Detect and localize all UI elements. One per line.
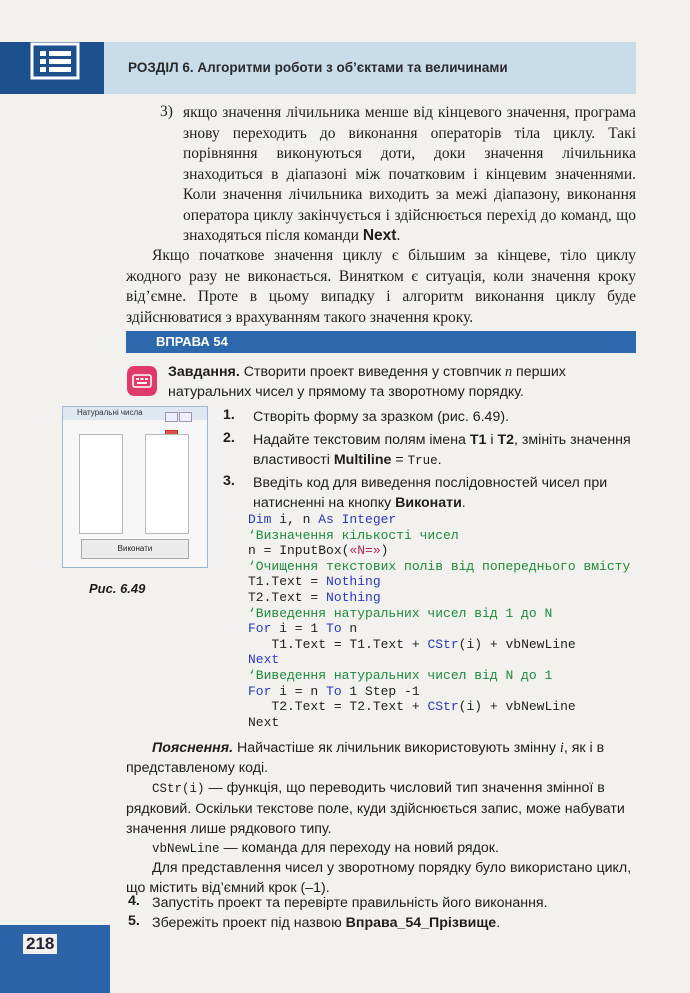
- document-list-icon: [30, 42, 80, 80]
- explanation-paragraph: Пояснення. Найчастіше як лічильник використовують змінну i, як і в представленому коді.: [126, 740, 605, 776]
- list-number: 3): [160, 103, 173, 120]
- list-item-text: якщо значення лічильника менше від кінцевого значення, програма знову переходить до виконання операторів тіла циклу. Такі порівняння виконуються доти, доки значення лічильника знаходиться в діапазоні між початковим і кінцевим значеннями. Коли значення лічильника виходить за межі діапазону, виконання оператора циклу закінчується і здійснюється перехід до команд, що знаходяться після команди Next.: [183, 104, 636, 244]
- task-text: Завдання. Створити проект виведення у стовпчик n перших натуральних чисел у прямому та зворотному порядку.: [168, 364, 566, 400]
- step-number: 1.: [223, 407, 235, 423]
- explanation-paragraph: vbNewLine — команда для переходу на новий рядок.: [152, 840, 499, 856]
- step-number: 5.: [128, 913, 140, 929]
- step-number: 3.: [223, 473, 235, 489]
- page-number: 218: [23, 934, 57, 954]
- explanation-paragraph: Для представлення чисел у зворотному порядку було використано цикл, що містить від’ємний крок (–1).: [126, 860, 632, 896]
- code-line: n = InputBox(«N=»): [248, 543, 389, 559]
- minimize-icon: [165, 412, 178, 422]
- code-line: Next: [248, 652, 280, 668]
- execute-button: Виконати: [81, 539, 189, 559]
- code-line: Next: [248, 714, 280, 730]
- code-line: For i = n To 1 Step -1: [248, 683, 420, 699]
- code-line: T2.Text = T2.Text + CStr(i) + vbNewLine: [248, 699, 576, 715]
- window-titlebar: [63, 407, 207, 420]
- step-text: Введіть код для виведення послідовностей чисел при натисненні на кнопку Виконати.: [253, 475, 608, 511]
- maximize-icon: [179, 412, 192, 422]
- code-comment: ‘Виведення натуральних чисел від 1 до N: [248, 605, 553, 621]
- step-text: Надайте текстовим полям імена T1 і T2, змініть значення властивості Multiline = True.: [253, 432, 631, 468]
- body-paragraph: Якщо початкове значення циклу є більшим за кінцеве, тіло циклу жодного разу не виконається. Винятком є ситуація, коли значення кроку від’ємне. Проте в цьому випадку і алгоритм виконання циклу буде здійснюватися з врахуванням такого значення кроку.: [126, 247, 636, 326]
- step-number: 2.: [223, 430, 235, 446]
- explanation-paragraph: CStr(i) — функція, що переводить числовий тип значення змінної в рядковий. Оскільки текстове поле, куди здійснюється запис, може набувати значення лише рядкового типу.: [126, 780, 625, 837]
- form-window-screenshot: [62, 406, 208, 568]
- window-title: Натуральні числа: [77, 408, 143, 417]
- code-comment: ‘Очищення текстових полів від попереднього вмісту: [248, 558, 631, 574]
- chapter-title: РОЗДІЛ 6. Алгоритми роботи з об’єктами та величинами: [128, 60, 508, 75]
- figure-caption: Рис. 6.49: [89, 581, 146, 596]
- code-comment: ‘Визначення кількості чисел: [248, 527, 459, 543]
- code-line: For i = 1 To n: [248, 621, 358, 637]
- textbox-t1: [79, 434, 123, 534]
- step-text: Запустіть проект та перевірте правильність його виконання.: [152, 895, 548, 911]
- step-number: 4.: [128, 893, 140, 909]
- code-line: T1.Text = T1.Text + CStr(i) + vbNewLine: [248, 636, 576, 652]
- step-text: Створіть форму за зразком (рис. 6.49).: [253, 409, 510, 425]
- keyboard-icon: [127, 366, 157, 396]
- code-line: T2.Text = Nothing: [248, 590, 381, 605]
- code-comment: ‘Виведення натуральних чисел від N до 1: [248, 668, 553, 683]
- exercise-title: ВПРАВА 54: [156, 334, 228, 349]
- step-text: Збережіть проект під назвою Вправа_54_Прізвище.: [152, 915, 501, 931]
- window-controls: [164, 409, 204, 418]
- code-line: Dim i, n As Integer: [248, 512, 397, 527]
- textbox-t2: [145, 434, 189, 534]
- code-line: T1.Text = Nothing: [248, 574, 381, 590]
